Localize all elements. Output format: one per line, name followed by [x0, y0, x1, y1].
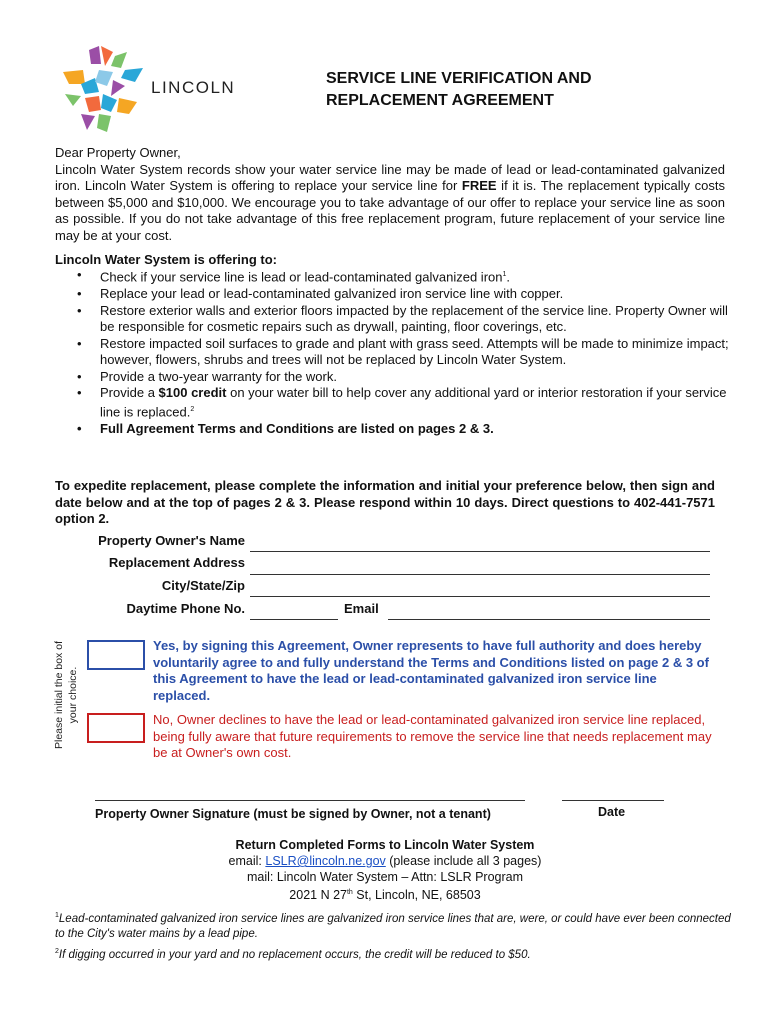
bullet-icon: • — [77, 335, 82, 351]
free-emphasis: FREE — [461, 178, 497, 193]
address-part2: St, Lincoln, NE, 68503 — [352, 888, 481, 903]
return-mail-line: mail: Lincoln Water System – Attn: LSLR Program — [246, 870, 524, 884]
address-part1: 2021 N 27 — [289, 888, 347, 903]
owner-name-field[interactable] — [250, 551, 710, 552]
city-state-zip-field[interactable] — [250, 596, 710, 597]
item-text: Replace your lead or lead-contaminated galvanized iron service line with copper. — [100, 285, 564, 301]
address-sup: th — [346, 889, 353, 896]
phone-field[interactable] — [250, 619, 338, 620]
logo-wordmark: LINCOLN — [151, 78, 236, 97]
no-initial-box[interactable] — [87, 713, 145, 743]
list-item — [55, 286, 735, 303]
signature-label: Property Owner Signature (must be signed by Owner, not a tenant) — [95, 807, 491, 821]
city-state-zip-label: City/State/Zip — [161, 578, 245, 593]
list-item — [55, 303, 735, 336]
return-email-line — [0, 853, 770, 869]
email-label: Email — [344, 601, 379, 616]
footnote-text: Lead-contaminated galvanized iron service lines are galvanized iron service lines that are, were, or could have ever been connected to the City's water mains by a lead pipe. — [55, 912, 731, 940]
item-text: Full Agreement Terms and Conditions are listed on pages 2 & 3. — [100, 421, 494, 436]
lincoln-star-logo-icon — [55, 42, 151, 138]
list-item — [55, 336, 735, 369]
credit-emphasis: $100 credit — [158, 385, 227, 401]
address-field[interactable] — [250, 574, 710, 575]
owner-name-label: Property Owner's Name — [98, 533, 245, 548]
phone-label: Daytime Phone No. — [126, 601, 245, 616]
yes-option-text: Yes, by signing this Agreement, Owner represents to have full authority and does hereby voluntarily agree to and fully understand the Terms and Conditions listed on page 2 & 3 of this Agreement to have the lead or lead-contaminated galvanized iron service line replaced. — [153, 638, 709, 703]
intro-text-part1: Lincoln Water System records show your water service line may be made of lead or lead-contaminated galvanized iron. Lincoln Water System is offering to replace your service line for — [55, 161, 725, 193]
return-info — [0, 837, 770, 903]
list-item — [55, 369, 735, 386]
list-item — [55, 267, 735, 286]
no-option-text: No, Owner declines to have the lead or lead-contaminated galvanized iron service line replaced, being fully aware that future requirements to remove the service line that needs replacement may be at Owner's own cost. — [153, 712, 712, 760]
email-suffix: (please include all 3 pages) — [385, 854, 542, 868]
item-text: Restore exterior walls and exterior floors impacted by the replacement of the service line. Property Owner will be responsible for cosmetic repairs such as drywall, painting, floor coverings, etc. — [100, 302, 728, 335]
yes-initial-box[interactable] — [87, 640, 145, 670]
salutation: Dear Property Owner, — [55, 145, 181, 160]
title-line-2: REPLACEMENT AGREEMENT — [326, 92, 554, 109]
signature-field[interactable] — [95, 800, 525, 801]
footnote-ref: 2 — [190, 406, 195, 414]
list-item — [55, 421, 735, 438]
address-label: Replacement Address — [108, 555, 245, 570]
initial-instruction: Please initial the box of your choice. — [53, 641, 79, 749]
intro-letter — [55, 145, 725, 244]
footnote-mark: 2 — [55, 948, 59, 955]
footnote-mark: 1 — [55, 912, 59, 919]
item-text: Restore impacted soil surfaces to grade and plant with grass seed. Attempts will be made to minimize impact; however, flowers, shrubs and trees will not be replaced by Lincoln Water System. — [100, 335, 729, 368]
item-text: Provide a — [100, 385, 159, 401]
email-field[interactable] — [388, 619, 710, 620]
item-text-cont: on your water bill to help cover any additional yard or interior restoration if your service line is replaced. — [100, 385, 727, 420]
document-title — [326, 68, 686, 112]
instructions-paragraph: To expedite replacement, please complete the information and initial your preference below, then sign and date below and at the top of pages 2 & 3. Please respond within 10 days. Direct questions to 402-441-7571 option 2. — [55, 478, 715, 526]
bullet-icon: • — [77, 385, 82, 401]
return-heading: Return Completed Forms to Lincoln Water System — [235, 838, 535, 852]
bullet-icon: • — [77, 285, 82, 301]
offer-heading: Lincoln Water System is offering to: — [55, 252, 277, 267]
footnote-1 — [55, 908, 735, 942]
item-text: Provide a two-year warranty for the work. — [100, 368, 337, 384]
footnote-ref: 1 — [502, 271, 507, 278]
footnote-text: If digging occurred in your yard and no replacement occurs, the credit will be reduced to $50. — [58, 948, 531, 961]
return-address-line — [0, 885, 770, 903]
intro-text-part2: if it is. The replacement typically costs between $5,000 and $10,000. We encourage you to take advantage of our offer to replace your service line as soon as possible. If you do not take advantage of this free replacement program, future replacement of your service line may be at your cost. — [55, 178, 725, 243]
intro-paragraph — [55, 162, 725, 245]
bullet-icon: • — [77, 368, 82, 384]
date-field[interactable] — [562, 800, 664, 801]
email-link[interactable]: LSLR@lincoln.ne.gov — [265, 854, 386, 868]
date-label: Date — [598, 805, 626, 819]
offer-list — [55, 267, 735, 438]
bullet-icon: • — [77, 421, 82, 436]
item-text: Check if your service line is lead or lead-contaminated galvanized iron — [100, 269, 503, 285]
title-line-1: SERVICE LINE VERIFICATION AND — [326, 70, 592, 87]
bullet-icon: • — [77, 302, 82, 318]
bullet-icon: • — [77, 267, 82, 282]
item-text-end: . — [506, 269, 511, 285]
email-prefix: email: — [228, 854, 266, 868]
footnote-2 — [55, 944, 735, 963]
list-item — [55, 385, 735, 421]
